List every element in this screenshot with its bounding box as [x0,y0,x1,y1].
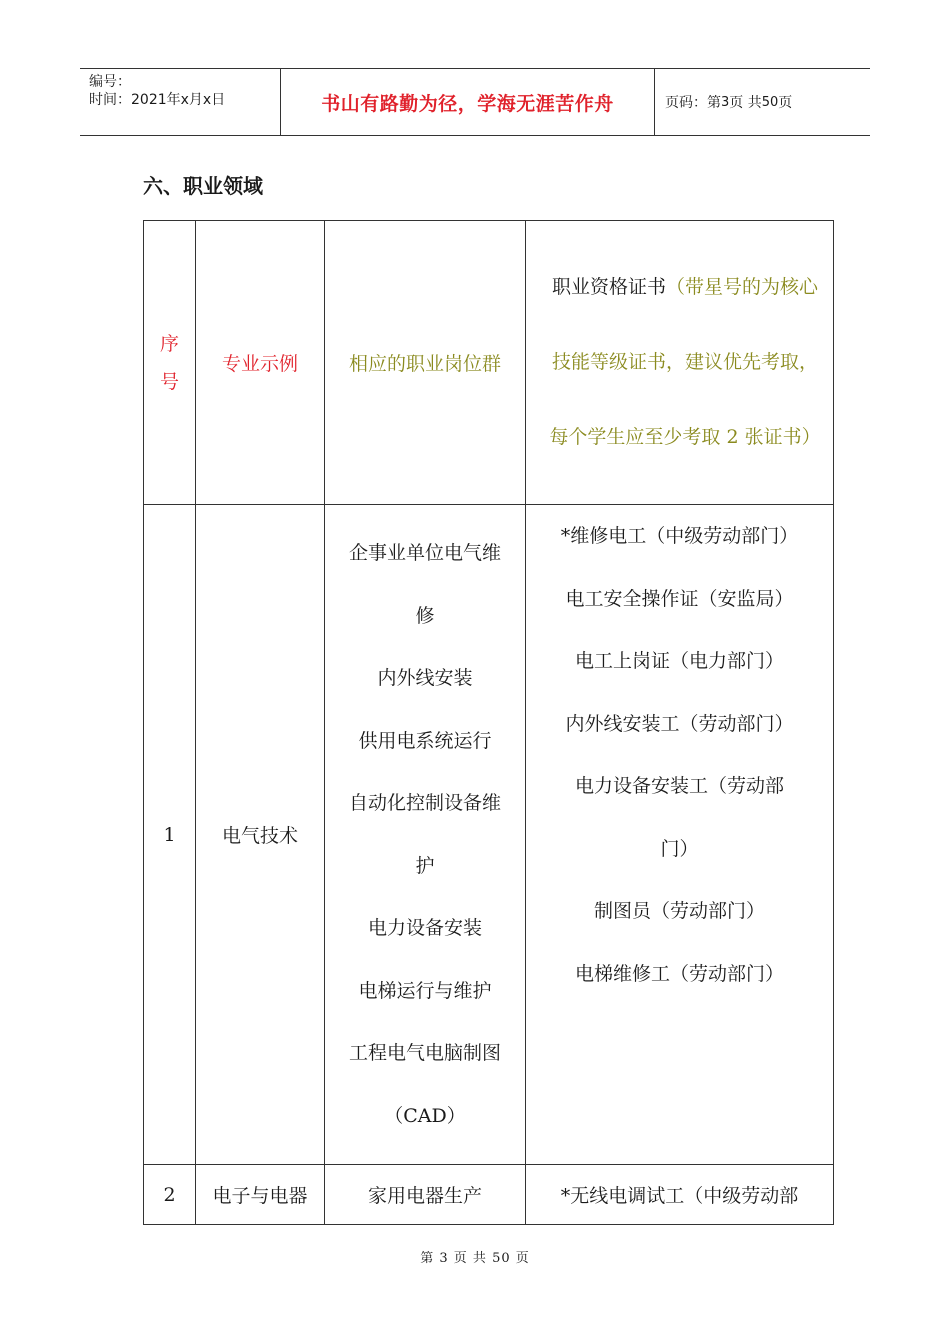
header-page-prefix: 页码：第 [665,95,721,111]
cert-item: 门） [660,837,699,860]
footer-prefix: 第 [420,1251,435,1266]
header-cert [526,221,834,505]
header-page-suffix: 页 [778,95,793,111]
row-jobs [325,505,526,1165]
job-item: 护 [415,854,435,877]
header-page-total: 50 [761,94,779,110]
job-item: 电力设备安装 [367,917,482,939]
header-cert-title: 职业资格证书 [551,276,666,298]
header-seq-line: 序 [159,332,179,355]
header-jobs: 相应的职业岗位群 [325,221,526,505]
section-title: 六、职业领域 [143,174,263,198]
job-item: 自动化控制设备维 [348,792,501,814]
job-item: 内外线安装 [377,667,473,689]
footer-mid: 页 共 [453,1251,487,1266]
header-meta [80,69,281,135]
cert-item: *维修电工（中级劳动部门） [560,525,799,547]
job-item: 工程电气电脑制图 [348,1042,501,1064]
page-footer [0,1247,950,1266]
table-row [144,505,834,1165]
header-page-num: 3 [721,94,730,110]
job-item: （CAD） [384,1104,466,1127]
table-row [144,1165,834,1225]
row-certs [526,505,834,1165]
footer-suffix: 页 [515,1251,530,1266]
career-table [143,220,834,1225]
header-seq [144,221,196,505]
cert-item: 电工安全操作证（安监局） [565,587,794,610]
cert-item: 电工上岗证（电力部门） [574,650,784,672]
cert-item: 电力设备安装工（劳动部 [574,775,784,797]
job-item: 电梯运行与维护 [358,979,492,1002]
cert-item: *无线电调试工（中级劳动部 [526,1165,834,1225]
header-major: 专业示例 [196,221,325,505]
header-seq-line: 号 [159,370,179,393]
header-date: 时间：2021年x月x日 [89,92,226,108]
header-motto: 书山有路勤为径，学海无涯苦作舟 [281,69,655,135]
row-seq: 2 [144,1165,196,1225]
cert-item: 内外线安装工（劳动部门） [565,712,794,735]
row-major: 电气技术 [196,505,325,1165]
row-seq: 1 [144,505,196,1165]
footer-total: 50 [492,1251,511,1266]
job-item: 家用电器生产 [325,1165,526,1225]
header-cert-note: （带星号的为核心技能等级证书，建议优先考取，每个学生应至少考取 2 张证书） [549,276,821,448]
header-page-info [655,69,870,135]
job-item: 企事业单位电气维 [348,542,501,564]
header-page-mid: 页 共 [729,95,762,111]
footer-page: 3 [439,1251,449,1266]
row-major: 电子与电器 [196,1165,325,1225]
page-header [80,68,870,136]
job-item: 修 [415,604,435,627]
job-item: 供用电系统运行 [358,729,492,752]
cert-item: 电梯维修工（劳动部门） [574,962,784,985]
table-header-row [144,221,834,505]
header-number: 编号： [89,74,131,90]
cert-item: 制图员（劳动部门） [593,900,765,922]
